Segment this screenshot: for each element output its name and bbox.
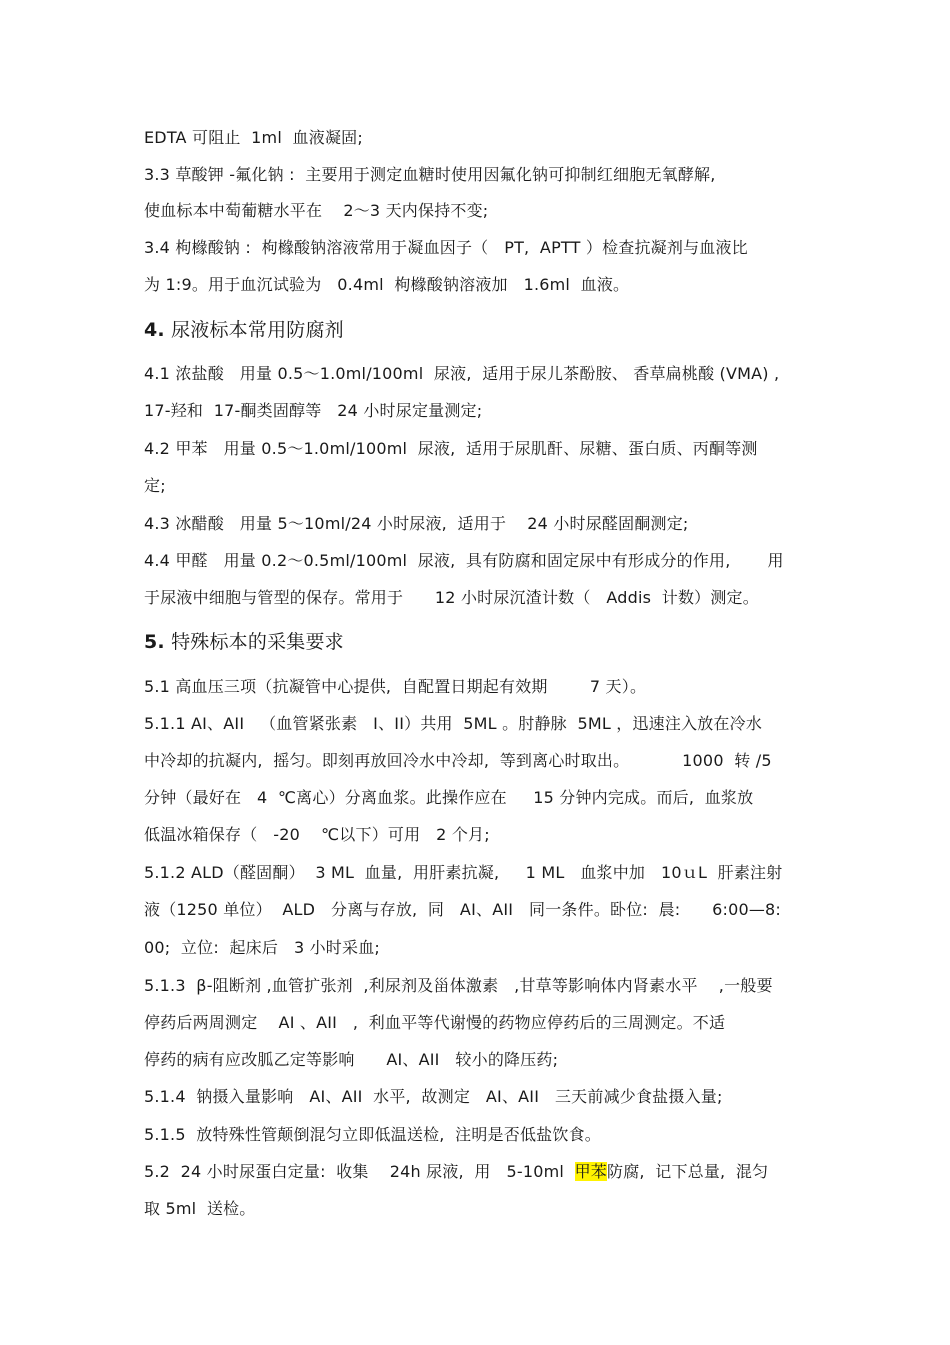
text-line: 4.1 浓盐酸 用量 0.5～1.0ml/100ml 尿液, 适用于尿儿茶酚胺、 香草扁桃酸 (VMA) ,: [144, 364, 780, 383]
text-line: 4.3 冰醋酸 用量 5～10ml/24 小时尿液, 适用于 24 小时尿醛固酮测定;: [144, 514, 689, 533]
text-line: 17-羟和 17-酮类固醇等 24 小时尿定量测定;: [144, 401, 483, 420]
section-heading: [144, 630, 344, 654]
text-line: 分钟（最好在 4 ℃离心）分离血浆。此操作应在 15 分钟内完成。而后, 血浆放: [144, 788, 754, 807]
text-line: 使血标本中萄葡糖水平在 2～3 天内保持不变;: [144, 201, 489, 220]
text-line: [144, 1162, 768, 1182]
text-segment: 防腐, 记下总量, 混匀: [607, 1162, 769, 1181]
text-line: 中冷却的抗凝内, 摇匀。即刻再放回冷水中冷却, 等到离心时取出。 1000 转 /5: [144, 751, 772, 770]
text-line: 00; 立位: 起床后 3 小时采血;: [144, 938, 380, 957]
section-title: 特殊标本的采集要求: [164, 631, 344, 653]
text-line: 4.4 甲醛 用量 0.2～0.5ml/100ml 尿液, 具有防腐和固定尿中有形成分的作用, 用: [144, 551, 784, 570]
section-number: 5.: [144, 631, 165, 653]
highlighted-text: 甲苯: [574, 1162, 607, 1181]
text-line: 3.3 草酸钾 -氟化钠 : 主要用于测定血糖时使用因氟化钠可抑制红细胞无氧酵解,: [144, 165, 716, 184]
text-line: 于尿液中细胞与管型的保存。常用于 12 小时尿沉渣计数（ Addis 计数）测定。: [144, 588, 759, 607]
text-line: EDTA 可阻止 1ml 血液凝固;: [144, 128, 363, 147]
text-line: 低温冰箱保存（ -20 ℃以下）可用 2 个月;: [144, 825, 490, 844]
text-line: 5.1.3 β-阻断剂 ,血管扩张剂 ,利尿剂及甾体激素 ,甘草等影响体内肾素水平 ,一般要: [144, 976, 773, 995]
text-line: 5.1.1 AI、AII （血管紧张素 I、II）共用 5ML 。肘静脉 5ML ，迅速注入放在冷水: [144, 714, 763, 733]
text-line: 停药的病有应改胍乙定等影响 AI、AII 较小的降压药;: [144, 1050, 559, 1069]
text-line: 为 1:9。用于血沉试验为 0.4ml 枸橼酸钠溶液加 1.6ml 血液。: [144, 275, 630, 294]
text-line: 停药后两周测定 AI 、AII , 利血平等代谢慢的药物应停药后的三周测定。不适: [144, 1013, 726, 1032]
text-line: 5.1.4 钠摄入量影响 AI、AII 水平, 故测定 AI、AII 三天前减少食盐摄入量;: [144, 1087, 723, 1106]
text-line: 4.2 甲苯 用量 0.5～1.0ml/100ml 尿液, 适用于尿肌酐、尿糖、蛋白质、丙酮等测: [144, 439, 758, 458]
text-line: 取 5ml 送检。: [144, 1199, 256, 1218]
text-line: 液（1250 单位） ALD 分离与存放, 同 AI、AII 同一条件。卧位: 晨: 6:00—8:: [144, 900, 782, 919]
text-line: 5.1 高血压三项（抗凝管中心提供, 自配置日期起有效期 7 天）。: [144, 677, 647, 696]
section-heading: [144, 318, 344, 342]
text-line: 定;: [144, 476, 166, 495]
text-segment: 5.2 24 小时尿蛋白定量: 收集 24h 尿液, 用 5-10ml: [144, 1162, 575, 1181]
text-line: 5.1.5 放特殊性管颠倒混匀立即低温送检, 注明是否低盐饮食。: [144, 1125, 601, 1144]
section-title: 尿液标本常用防腐剂: [164, 319, 344, 341]
section-number: 4.: [144, 319, 165, 341]
text-line: 3.4 枸橼酸钠 : 枸橼酸钠溶液常用于凝血因子（ PT, APTT ）检查抗凝剂与血液比: [144, 238, 748, 257]
text-line: 5.1.2 ALD（醛固酮） 3 ML 血量, 用肝素抗凝, 1 ML 血浆中加 10ｕL 肝素注射: [144, 863, 783, 882]
